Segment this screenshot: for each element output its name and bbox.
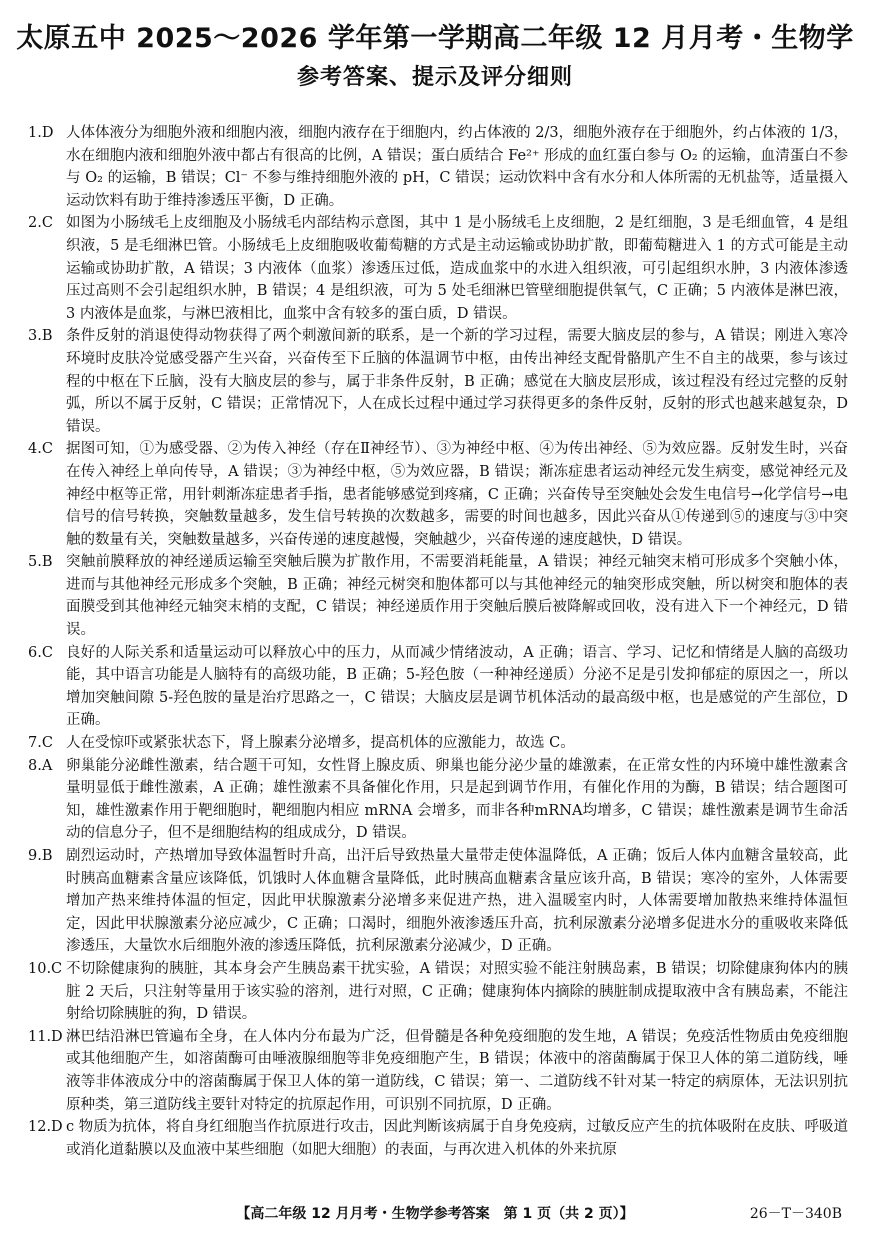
answer-item bbox=[28, 845, 848, 958]
answer-explanation: 如图为小肠绒毛上皮细胞及小肠绒毛内部结构示意图，其中 1 是小肠绒毛上皮细胞，2 是红细胞，3 是毛细血管，4 是组织液，5 是毛细淋巴管。小肠绒毛上皮细胞吸收葡萄糖的方式是主动运输或协助扩散，即葡萄糖进入 1 的方式可能是主动运输或协助扩散，A 错误；3 内液体（血浆）渗透压过低，造成血浆中的水进入组织液，可引起组织水肿，3 内液体渗透压过高则不会引起组织水肿，B 错误；4 是组织液，可为 5 处毛细淋巴管壁细胞提供氧气，C 正确；5 内液体是淋巴液，3 内液体是血浆，与淋巴液相比，血浆中含有较多的蛋白质，D 错误。 bbox=[66, 215, 848, 322]
answer-explanation: 淋巴结沿淋巴管遍布全身，在人体内分布最为广泛，但骨髓是各种免疫细胞的发生地，A 错误；免疫活性物质由免疫细胞或其他细胞产生，如溶菌酶可由唾液腺细胞等非免疫细胞产生，B 错误；体液中的溶菌酶属于保卫人体的第二道防线，唾液等非体液成分中的溶菌酶属于保卫人体的第一道防线，C 错误；第一、二道防线不针对某一特定的病原体，无法识别抗原种类，第三道防线主要针对特定的抗原起作用，可识别不同抗原，D 正确。 bbox=[66, 1028, 848, 1113]
answer-explanation: 人在受惊吓或紧张状态下，肾上腺素分泌增多，提高机体的应激能力，故选 C。 bbox=[66, 735, 575, 752]
answer-item bbox=[28, 642, 848, 732]
page-subtitle: 参考答案、提示及评分细则 bbox=[296, 65, 573, 90]
answer-number: 8.A bbox=[28, 757, 53, 774]
answer-list bbox=[28, 122, 848, 1161]
answer-explanation: 人体体液分为细胞外液和细胞内液，细胞内液存在于细胞内，约占体液的 2/3，细胞外液存在于细胞外，约占体液的 1/3，水在细胞内液和细胞外液中都占有很高的比例，A 错误；蛋白质结合 Fe²⁺ 形成的血红蛋白参与 O₂ 的运输，血清蛋白不参与 O₂ 的运输，B 错误；Cl⁻ 不参与维持细胞外液的 pH，C 错误；运动饮料中含有水分和人体所需的无机盐等，适量摄入运动饮料有助于维持渗透压平衡，D 正确。 bbox=[66, 125, 848, 209]
answer-explanation: c 物质为抗体，将自身红细胞当作抗原进行攻击，因此判断该病属于自身免疫病，过敏反应产生的抗体吸附在皮肤、呼吸道或消化道黏膜以及血液中某些细胞（如肥大细胞）的表面，与再次进入机体的外来抗原 bbox=[66, 1119, 848, 1158]
footer-page-info: 【高二年级 12 月月考・生物学参考答案 第 1 页（共 2 页）】 bbox=[236, 1206, 634, 1222]
answer-number: 5.B bbox=[28, 554, 53, 571]
answer-explanation: 不切除健康狗的胰脏，其本身会产生胰岛素干扰实验，A 错误；对照实验不能注射胰岛素，B 错误；切除健康狗体内的胰脏 2 天后，只注射等量用于该实验的溶剂，进行对照，C 正确；健康狗体内摘除的胰脏制成提取液中含有胰岛素，不能注射给切除胰脏的狗，D 错误。 bbox=[66, 960, 848, 1023]
answer-item bbox=[28, 325, 848, 438]
answer-explanation: 卵巢能分泌雌性激素，结合题干可知，女性肾上腺皮质、卵巢也能分泌少量的雄激素，在正常女性的内环境中雄性激素含量明显低于雌性激素，A 正确；雄性激素不具备催化作用，只是起到调节作用，有催化作用的为酶，B 错误；结合题图可知，雄性激素作用于靶细胞时，靶细胞内相应 mRNA 会增多，而非各种mRNA均增多，C 错误；雄性激素是调节生命活动的信息分子，但不是细胞结构的组成成分，D 错误。 bbox=[66, 757, 848, 842]
answer-item bbox=[28, 1116, 848, 1161]
answer-explanation: 突触前膜释放的神经递质运输至突触后膜为扩散作用，不需要消耗能量，A 错误；神经元轴突末梢可形成多个突触小体，进而与其他神经元形成多个突触，B 正确；神经元树突和胞体都可以与其他神经元的轴突形成突触，所以树突和胞体的表面膜受到其他神经元轴突末梢的支配，C 错误；神经递质作用于突触后膜后被降解或回收，没有进入下一个神经元，D 错误。 bbox=[66, 554, 848, 639]
answer-item bbox=[28, 212, 848, 325]
page-footer bbox=[0, 1203, 870, 1225]
answer-number: 6.C bbox=[28, 644, 53, 661]
answer-explanation: 据图可知，①为感受器、②为传入神经（存在Ⅱ神经节）、③为神经中枢、④为传出神经、⑤为效应器。反射发生时，兴奋在传入神经上单向传导，A 错误；③为神经中枢，⑤为效应器，B 错误；渐冻症患者运动神经元发生病变，感觉神经元及神经中枢等正常，用针刺渐冻症患者手指，患者能够感觉到疼痛，C 正确；兴奋传导至突触处会发生电信号→化学信号→电信号的信号转换，突触数量越多，发生信号转换的次数越多，需要的时间也越多，因此兴奋从①传递到⑤的速度与③中突触的数量有关，突触数量越多，兴奋传递的速度越慢，突触越少，兴奋传递的速度越快，D 错误。 bbox=[66, 441, 848, 548]
answer-number: 1.D bbox=[28, 125, 54, 141]
answer-item bbox=[28, 755, 848, 845]
answer-item bbox=[28, 958, 848, 1026]
answer-item bbox=[28, 732, 848, 755]
footer-doc-code: 26－T－340B bbox=[749, 1206, 842, 1222]
page-title: 太原五中 2025～2026 学年第一学期高二年级 12 月月考・生物学 bbox=[16, 23, 854, 54]
answer-explanation: 良好的人际关系和适量运动可以释放心中的压力，从而减少情绪波动，A 正确；语言、学习、记忆和情绪是人脑的高级功能，其中语言功能是人脑特有的高级功能，B 正确；5-羟色胺（一种神经递质）分泌不足是引发抑郁症的原因之一，所以增加突触间隙 5-羟色胺的量是治疗思路之一，C 错误；大脑皮层是调节机体活动的最高级中枢，也是感觉的产生部位，D 正确。 bbox=[66, 644, 848, 729]
answer-number: 10.C bbox=[28, 960, 63, 977]
answer-item bbox=[28, 438, 848, 551]
answer-item bbox=[28, 1026, 848, 1116]
answer-number: 4.C bbox=[28, 441, 53, 458]
answer-number: 7.C bbox=[28, 735, 53, 752]
answer-number: 2.C bbox=[28, 215, 53, 232]
answer-number: 12.D bbox=[28, 1119, 63, 1136]
answer-item bbox=[28, 122, 848, 212]
answer-explanation: 条件反射的消退使得动物获得了两个刺激间新的联系，是一个新的学习过程，需要大脑皮层的参与，A 错误；刚进入寒冷环境时皮肤冷觉感受器产生兴奋，兴奋传至下丘脑的体温调节中枢，由传出神经支配骨骼肌产生不自主的战栗，参与该过程的中枢在下丘脑，没有大脑皮层的参与，属于非条件反射，B 正确；感觉在大脑皮层形成，该过程没有经过完整的反射弧，所以不属于反射，C 错误；正常情况下，人在成长过程中通过学习获得更多的条件反射，反射的形式也越来越复杂，D 错误。 bbox=[66, 328, 848, 435]
answer-number: 9.B bbox=[28, 848, 53, 864]
answer-number: 3.B bbox=[28, 328, 53, 345]
answer-item bbox=[28, 551, 848, 641]
answer-explanation: 剧烈运动时，产热增加导致体温暂时升高，出汗后导致热量大量带走使体温降低，A 正确；饭后人体内血糖含量较高，此时胰高血糖素含量应该降低，饥饿时人体血糖含量降低，此时胰高血糖素含量应该升高，B 错误；寒冷的室外，人体需要增加产热来维持体温的恒定，因此甲状腺激素分泌增多来促进产热，进入温暖室内时，人体需要增加散热来维持体温恒定，因此甲状腺激素分泌应减少，C 正确；口渴时，细胞外液渗透压升高，抗利尿激素分泌增多促进水分的重吸收来降低渗透压，大量饮水后细胞外液的渗透压降低，抗利尿激素分泌减少，D 正确。 bbox=[66, 848, 848, 955]
answer-number: 11.D bbox=[28, 1028, 63, 1045]
